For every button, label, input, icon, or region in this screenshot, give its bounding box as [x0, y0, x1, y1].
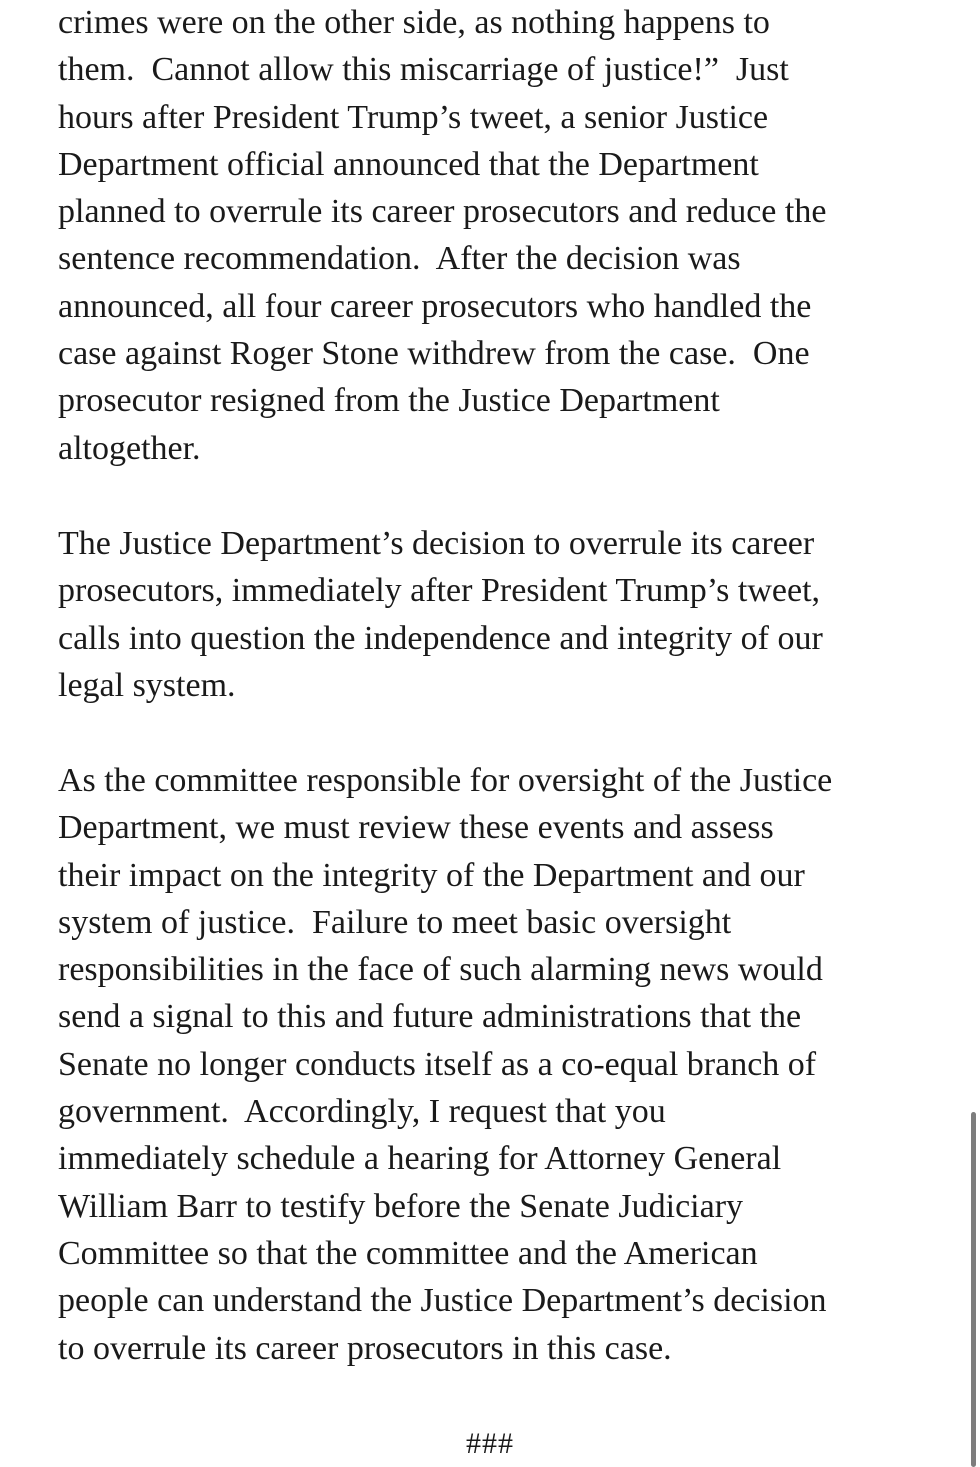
text-line: them. Cannot allow this miscarriage of justice!” Just: [58, 51, 789, 89]
text-line: prosecutors, immediately after President Trump’s tweet,: [58, 572, 821, 610]
text-line: their impact on the integrity of the Department and our: [58, 856, 805, 894]
text-line: Senate no longer conducts itself as a co-equal branch of: [58, 1045, 817, 1083]
text-line: people can understand the Justice Department’s decision: [58, 1282, 827, 1320]
text-line: immediately schedule a hearing for Attorney General: [58, 1140, 782, 1178]
text-line: Committee so that the committee and the American: [58, 1234, 758, 1272]
text-line: case against Roger Stone withdrew from the case. One: [58, 335, 810, 373]
text-line: hours after President Trump’s tweet, a senior Justice: [58, 98, 769, 136]
text-line: sentence recommendation. After the decision was: [58, 240, 741, 278]
paragraph-tweet-response: [58, 0, 938, 472]
text-line: send a signal to this and future administrations that the: [58, 998, 802, 1036]
text-line: Department official announced that the Department: [58, 145, 759, 183]
end-of-document-mark: ###: [466, 1427, 514, 1460]
text-line: prosecutor resigned from the Justice Department: [58, 382, 720, 420]
text-line: calls into question the independence and integrity of our: [58, 619, 823, 657]
text-line: planned to overrule its career prosecutors and reduce the: [58, 193, 827, 231]
text-line: As the committee responsible for oversight of the Justice: [58, 762, 833, 799]
text-line: system of justice. Failure to meet basic oversight: [58, 903, 732, 941]
text-line: government. Accordingly, I request that you: [58, 1093, 666, 1131]
text-line: responsibilities in the face of such alarming news would: [58, 951, 823, 989]
paragraph-independence-concern: [58, 520, 938, 709]
text-line: Department, we must review these events and assess: [58, 809, 774, 847]
text-line: crimes were on the other side, as nothing happens to: [58, 4, 770, 41]
text-line: The Justice Department’s decision to overrule its career: [58, 525, 815, 562]
paragraph-hearing-request: [58, 757, 938, 1372]
vertical-scrollbar[interactable]: [971, 1112, 976, 1467]
text-line: altogether.: [58, 429, 201, 467]
text-line: announced, all four career prosecutors who handled the: [58, 287, 812, 325]
text-line: to overrule its career prosecutors in this case.: [58, 1329, 672, 1367]
text-line: William Barr to testify before the Senate Judiciary: [58, 1187, 744, 1225]
text-line: legal system.: [58, 666, 236, 704]
